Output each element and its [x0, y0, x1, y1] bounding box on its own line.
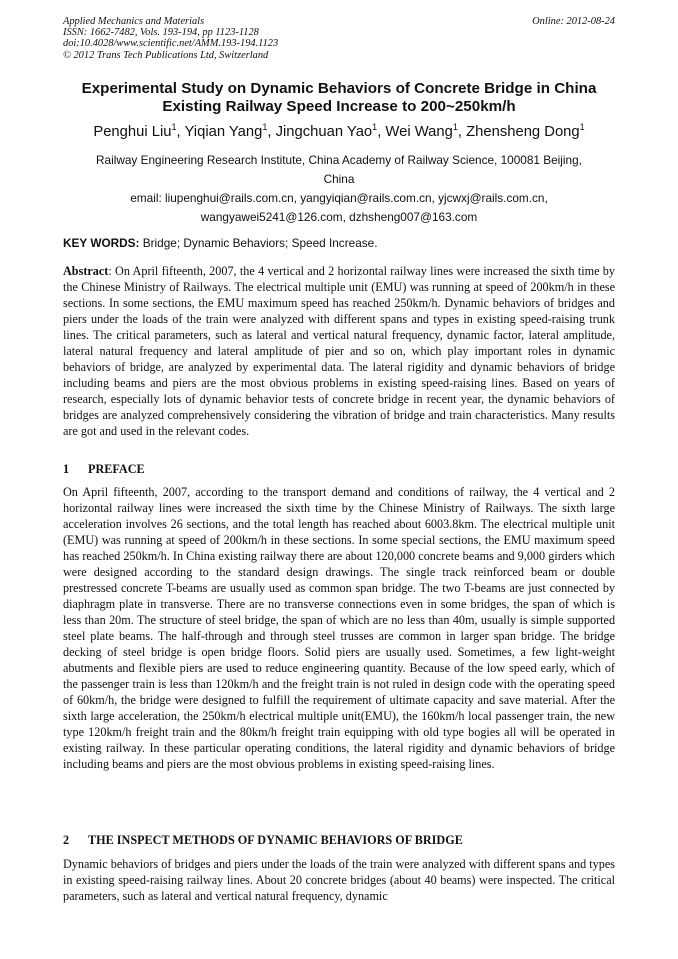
- body-paragraph: [63, 856, 615, 904]
- email-line: email: liupenghui@rails.com.cn, yangyiqian@rails.com.cn, yjcwxj@rails.com.cn,: [130, 191, 548, 205]
- text-line: usually used as common span bridge. The two T-beams are just connected by diaphragm plate in: [63, 581, 616, 611]
- doi-line: doi:10.4028/www.scientific.net/AMM.193-194.1123: [63, 38, 279, 50]
- text-line: Dynamic behaviors of bridges and piers under the loads of the train were analyzed with different: [63, 857, 536, 871]
- author: [93, 124, 184, 140]
- author-name: Jingchuan Yao: [275, 124, 373, 140]
- title-line-2: Existing Railway Speed Increase to 200~250km/h: [162, 98, 516, 115]
- text-line: The electrical multiple unit (EMU) was running at speed of 200km/h in these sections. In some: [63, 517, 615, 547]
- author-separator: ,: [267, 124, 276, 140]
- abstract-paragraph: [63, 263, 615, 439]
- author-name: Wei Wang: [385, 124, 453, 140]
- text-line: speed of 200km/h in these sections. In some sections, the EMU maximum speed has reached: [63, 280, 616, 310]
- paper-title: [50, 80, 628, 116]
- author: [276, 124, 386, 140]
- author-affil-mark: 1: [262, 122, 268, 133]
- issn-line: ISSN: 1662-7482, Vols. 193-194, pp 1123-1128: [63, 27, 259, 39]
- text-line: are analyzed by experimental data. The lateral rigidity and dynamic behaviors of bridge including: [63, 360, 616, 390]
- text-line: 250km/h electrical multiple unit(EMU), the 160km/h local passenger train, the new type 120km/h: [63, 709, 616, 739]
- text-line: different spans and types in existing speed-raising trunk lines. The critical parameters, such as: [63, 312, 615, 342]
- author-affil-mark: 1: [579, 122, 585, 133]
- text-line: transverse. There are no transverse connections even in some bridges, the span of which is less than: [63, 597, 616, 627]
- author-name: Penghui Liu: [93, 124, 172, 140]
- journal-header: [63, 16, 278, 61]
- author-affil-mark: 1: [452, 122, 458, 133]
- keywords-text: Bridge; Dynamic Behaviors; Speed Increase.: [139, 236, 378, 250]
- text-line: On April fifteenth, 2007, according to the transport demand and conditions of railway, the 4 vertical: [63, 485, 582, 499]
- online-date: Online: 2012-08-24: [532, 16, 615, 27]
- section-number: 1: [63, 462, 70, 476]
- text-line: supported steel plate beams. The half-through and through steel trusses are common in larger span: [63, 613, 616, 643]
- text-line: The sixth large acceleration involves 26 sections, and the total length has reached about 6003.8km.: [63, 501, 615, 531]
- text-line: : On April fifteenth, 2007, the 4 vertical and 2 horizontal railway lines were increased the: [108, 264, 548, 278]
- copyright-line: © 2012 Trans Tech Publications Ltd, Switzerland: [63, 49, 269, 61]
- text-line: research, especially lots of dynamic behavior tests of concrete bridge in recent year, the dynamic: [63, 392, 550, 406]
- text-line: existing railway. In these particular operating conditions, the lateral rigidity and dynamic behaviors: [63, 741, 565, 755]
- keywords-label: KEY WORDS:: [63, 236, 140, 250]
- text-line: fulfill the requirement of ultimate capacity and save material. After the sixth large acceleration, the: [63, 693, 615, 723]
- text-line: behaviors of bridges are analyzed comprehensively considering the vibration of bridge and train: [63, 392, 615, 422]
- section-number: 2: [63, 833, 70, 847]
- text-line: Because of the low speed early, which of the passenger train is less than 120km/h and the freight: [63, 661, 615, 691]
- abstract-label: Abstract: [63, 264, 109, 278]
- text-line: 20m. The structure of steel bridge, the span of which are no less than 40m, usually is simple: [109, 613, 564, 627]
- text-line: are about 120,000 concrete beams and 9,000 girders which were designed according to the standard: [63, 549, 615, 579]
- text-line: train is not ruled in design code with the operating speed of 60km/h, the bridge were designed to: [63, 677, 616, 707]
- section-title: PREFACE: [88, 462, 145, 476]
- section-heading: [63, 833, 463, 847]
- text-line: design drawings. The single track reinforced beam or double prestressed concrete T-beams are: [63, 565, 615, 595]
- text-line: were inspected. The critical parameters, such as lateral and vertical natural frequency, dynamic: [63, 873, 615, 903]
- author-separator: ,: [457, 124, 467, 140]
- text-line: special sections, the EMU maximum speed has reached 250km/h. In China existing railway there: [63, 533, 615, 563]
- author-name: Yiqian Yang: [184, 124, 263, 140]
- author-separator: ,: [377, 124, 386, 140]
- author: [466, 124, 585, 140]
- journal-name: Applied Mechanics and Materials: [63, 16, 205, 27]
- keywords: [63, 236, 615, 250]
- text-line: Sometimes, a few light-weight abutments and flexible piers are used to reduce engineering quantity.: [63, 645, 615, 675]
- text-line: bridge. The bridge decking of steel bridge is open bridge floors. Solid piers are usually used.: [63, 629, 616, 659]
- text-line: and 2 horizontal railway lines were increased the sixth time by the Chinese Ministry of Railways.: [63, 485, 616, 515]
- author-name: Zhensheng Dong: [466, 124, 580, 140]
- author-list: [40, 123, 638, 141]
- section-title: THE INSPECT METHODS OF DYNAMIC BEHAVIORS OF BRIDGE: [88, 833, 463, 847]
- text-line: freight train and the 80km/h freight train equipping with old type bogies all will be operated in: [135, 725, 616, 739]
- text-line: and lateral amplitude of pier and so on, which play important roles in dynamic behaviors of bridge,: [63, 344, 616, 374]
- author-affil-mark: 1: [372, 122, 378, 133]
- text-line: sixth time by the Chinese Ministry of Railways. The electrical multiple unit (EMU) was running at: [63, 264, 615, 294]
- text-line: beams and piers are the most obvious problems in existing speed-raising lines. Based on years of: [114, 376, 615, 390]
- author-affil-mark: 1: [171, 122, 177, 133]
- author: [385, 124, 466, 140]
- text-line: characteristics. Many results are got and used in the relevant codes.: [63, 408, 615, 438]
- text-line: lateral and vertical natural frequency, dynamic factor, lateral amplitude, lateral natural frequency: [63, 328, 616, 358]
- author: [184, 124, 275, 140]
- text-line: spans and types in existing speed-raising railway lines. About 20 concrete bridges (about 40 beams): [63, 857, 616, 887]
- text-line: of bridge including beams and piers are the most obvious problems in existing speed-raising lines.: [63, 741, 615, 771]
- email-line: wangyawei5241@126.com, dzhsheng007@163.com: [200, 210, 478, 224]
- body-paragraph: [63, 484, 615, 772]
- affiliation-line: Railway Engineering Research Institute, China Academy of Railway Science, 100081 Beijing,: [96, 153, 582, 167]
- title-line-1: Experimental Study on Dynamic Behaviors of Concrete Bridge in China: [81, 80, 597, 97]
- author-separator: ,: [176, 124, 185, 140]
- text-line: 250km/h. Dynamic behaviors of bridges and piers under the loads of the train were analyzed with: [63, 296, 615, 326]
- section-heading: [63, 462, 145, 476]
- affiliation-country: China: [323, 172, 355, 186]
- affiliation-block: [63, 151, 615, 227]
